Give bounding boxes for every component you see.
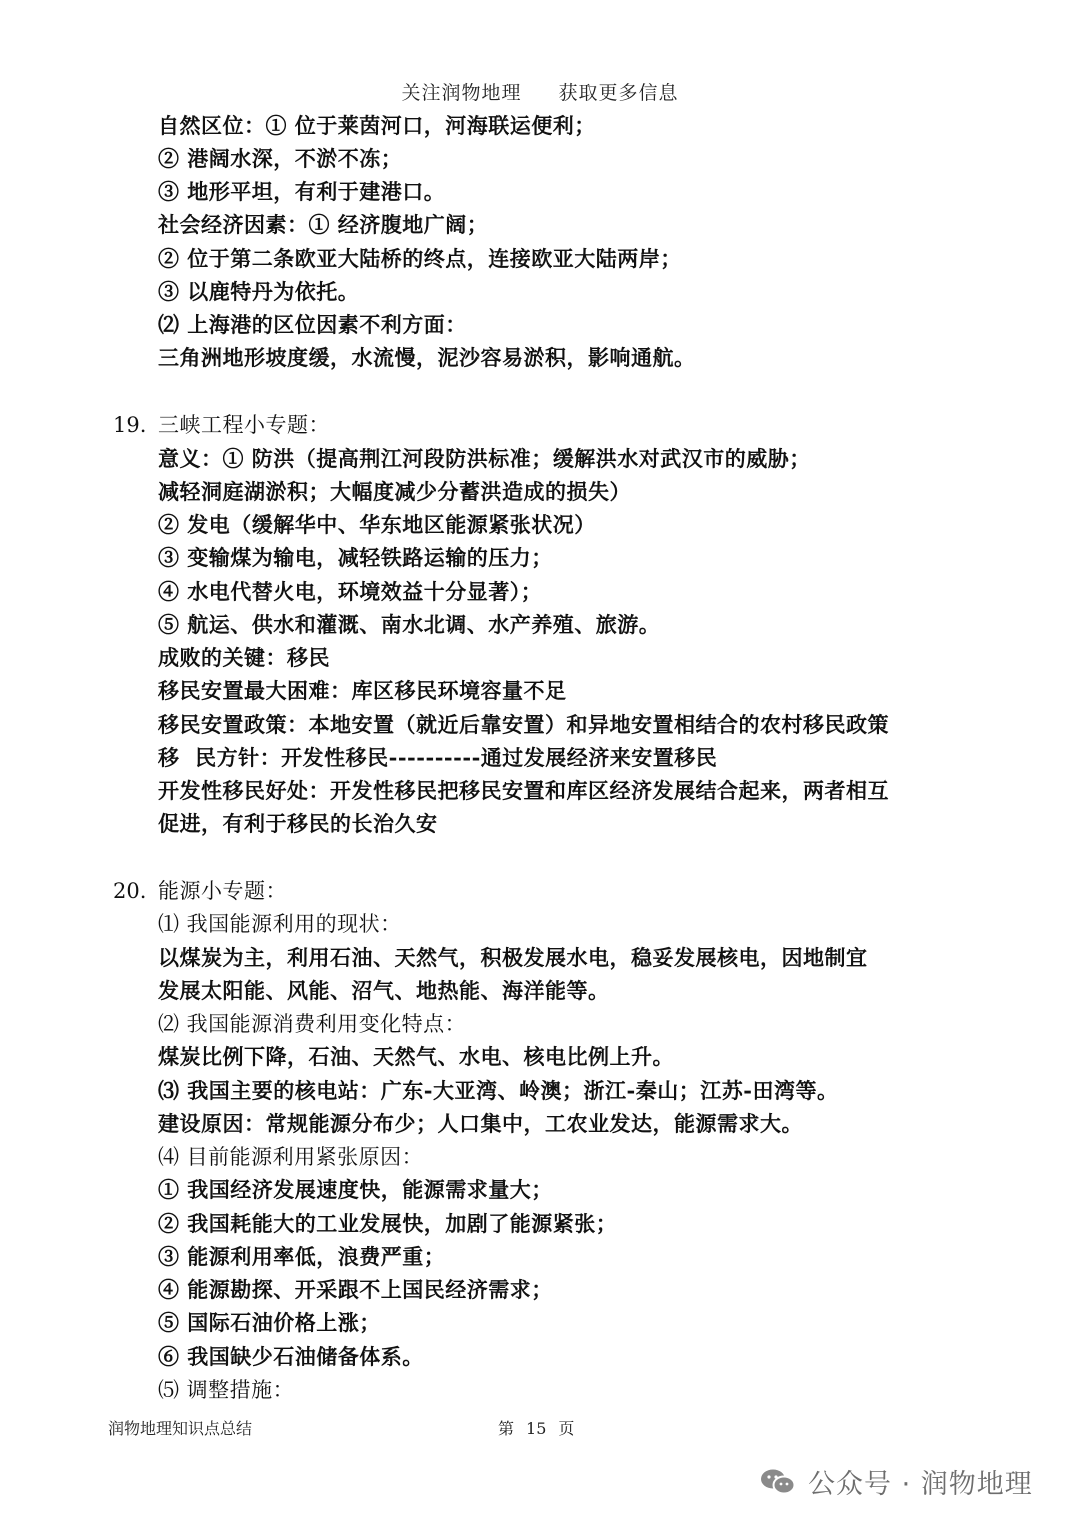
section-number: 19. bbox=[113, 413, 147, 437]
text-line: 以煤炭为主，利用石油、天然气，积极发展水电，稳妥发展核电，因地制宜 bbox=[158, 945, 868, 970]
text-line: ② 发电（缓解华中、华东地区能源紧张状况） bbox=[158, 512, 596, 537]
text-line: ③ 以鹿特丹为依托。 bbox=[158, 279, 360, 304]
text-line: ⑵ 上海港的区位因素不利方面： bbox=[158, 312, 467, 337]
text-line: ⑵ 我国能源消费利用变化特点： bbox=[158, 1012, 467, 1036]
wechat-icon bbox=[760, 1468, 796, 1496]
page-number-value: 15 bbox=[526, 1419, 547, 1438]
text-line: 减轻洞庭湖淤积；大幅度减少分蓄洪造成的损失） bbox=[158, 479, 631, 504]
text-line: ③ 变输煤为输电，减轻铁路运输的压力； bbox=[158, 545, 553, 570]
text-line: ④ 水电代替火电，环境效益十分显著）； bbox=[158, 579, 543, 604]
text-line: 移民安置最大困难：库区移民环境容量不足 bbox=[158, 678, 567, 703]
text-line: 社会经济因素：① 经济腹地广阔； bbox=[158, 212, 489, 237]
page-suffix: 页 bbox=[558, 1419, 575, 1438]
text-line: 发展太阳能、风能、沼气、地热能、海洋能等。 bbox=[158, 978, 610, 1003]
text-line: ⑷ 目前能源利用紧张原因： bbox=[158, 1145, 424, 1169]
text-line: ⑤ 航运、供水和灌溉、南水北调、水产养殖、旅游。 bbox=[158, 612, 661, 637]
text-line: ② 位于第二条欧亚大陆桥的终点，连接欧亚大陆两岸； bbox=[158, 246, 682, 271]
text-line: 自然区位：① 位于莱茵河口，河海联运便利； bbox=[158, 113, 596, 138]
text-line: 移 民方针：开发性移民----------通过发展经济来安置移民 bbox=[158, 745, 718, 770]
page-number bbox=[498, 1416, 586, 1439]
text-line: 成败的关键：移民 bbox=[158, 645, 330, 670]
text-line: 移民安置政策：本地安置（就近后靠安置）和异地安置相结合的农村移民政策 bbox=[158, 712, 889, 737]
text-line: ② 港阔水深，不淤不冻； bbox=[158, 146, 403, 171]
text-line: 促进，有利于移民的长治久安 bbox=[158, 811, 438, 836]
text-line: ① 我国经济发展速度快，能源需求量大； bbox=[158, 1177, 553, 1202]
text-line: 三角洲地形坡度缓，水流慢，泥沙容易淤积，影响通航。 bbox=[158, 345, 696, 370]
footer-title: 润物地理知识点总结 bbox=[108, 1419, 253, 1438]
text-line: ⑶ 我国主要的核电站：广东-大亚湾、岭澳；浙江-秦山；江苏-田湾等。 bbox=[158, 1078, 839, 1103]
text-line: ③ 地形平坦，有利于建港口。 bbox=[158, 179, 446, 204]
text-line: ⑥ 我国缺少石油储备体系。 bbox=[158, 1344, 424, 1369]
section-title: 三峡工程小专题： bbox=[158, 413, 330, 437]
text-line: 意义：① 防洪（提高荆江河段防洪标准；缓解洪水对武汉市的威胁； bbox=[158, 446, 811, 471]
header-left: 关注润物地理 bbox=[401, 82, 522, 104]
page-prefix: 第 bbox=[498, 1419, 515, 1438]
header-right: 获取更多信息 bbox=[558, 82, 679, 104]
text-line: ④ 能源勘探、开采跟不上国民经济需求； bbox=[158, 1277, 553, 1302]
section-title: 能源小专题： bbox=[158, 879, 287, 903]
text-line: 开发性移民好处：开发性移民把移民安置和库区经济发展结合起来，两者相互 bbox=[158, 778, 889, 803]
text-line: ⑸ 调整措施： bbox=[158, 1378, 295, 1402]
text-line: 煤炭比例下降，石油、天然气、水电、核电比例上升。 bbox=[158, 1044, 674, 1069]
watermark-text: 公众号 · 润物地理 bbox=[808, 1469, 1033, 1500]
text-line: ② 我国耗能大的工业发展快，加剧了能源紧张； bbox=[158, 1211, 618, 1236]
text-line: ⑴ 我国能源利用的现状： bbox=[158, 912, 402, 936]
text-line: ③ 能源利用率低，浪费严重； bbox=[158, 1244, 446, 1269]
section-number: 20. bbox=[113, 879, 147, 903]
watermark bbox=[760, 1462, 1033, 1501]
page-header bbox=[0, 78, 1080, 105]
text-line: ⑤ 国际石油价格上涨； bbox=[158, 1310, 381, 1335]
text-line: 建设原因：常规能源分布少；人口集中，工农业发达，能源需求大。 bbox=[158, 1111, 803, 1136]
